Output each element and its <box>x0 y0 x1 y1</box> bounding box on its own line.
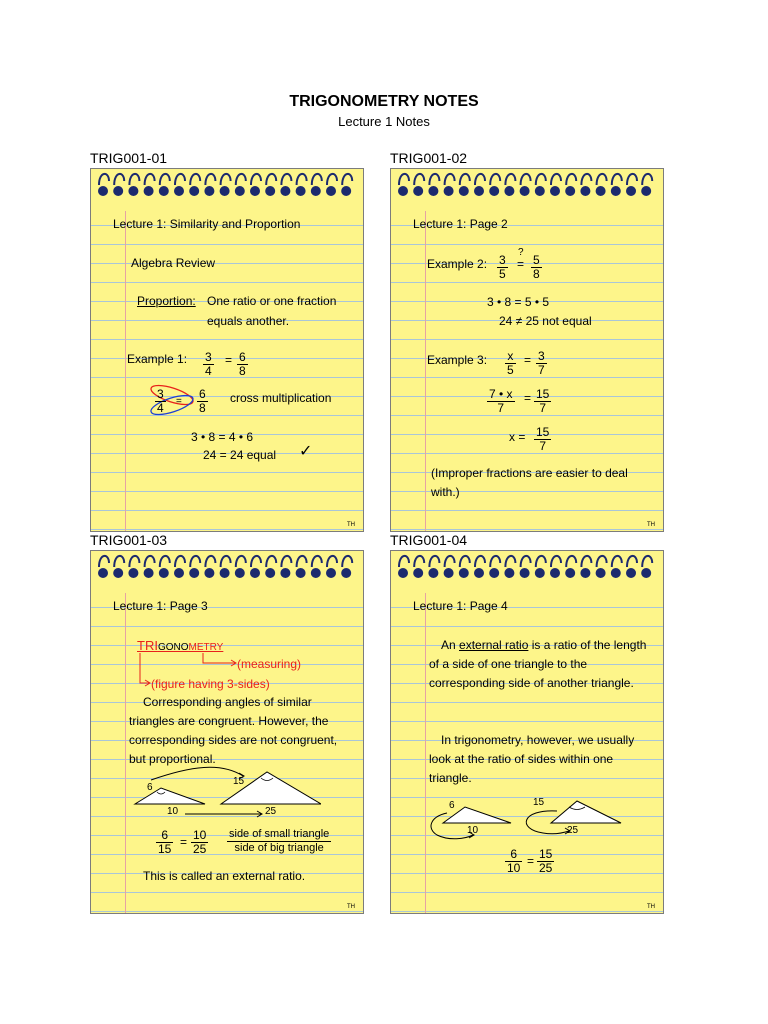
trigonometry-word: TRIGONOMETRY <box>137 638 224 653</box>
binding-hole <box>144 568 154 578</box>
binding-hole <box>296 186 306 196</box>
fraction: $\frac{6}{8}$ <box>239 350 246 378</box>
side-label: 10 <box>167 806 179 817</box>
binding-hole <box>565 568 575 578</box>
spiral-ring <box>129 556 139 567</box>
binding-hole <box>98 186 108 196</box>
proportion-term: Proportion: <box>137 294 196 308</box>
binding-hole <box>611 568 621 578</box>
binding-hole <box>189 568 199 578</box>
spiral-ring <box>145 174 155 185</box>
spiral-ring <box>505 556 515 567</box>
cross-fraction-right: 6 8 <box>199 387 206 415</box>
spiral-ring <box>566 556 576 567</box>
spiral-ring <box>160 556 170 567</box>
similar-triangles-diagram <box>131 766 321 821</box>
binding-hole <box>474 568 484 578</box>
paragraph: Corresponding angles of similar triangles are congruent. However, the corresponding sides are not congruent, but proportional. <box>129 695 338 766</box>
fraction: $\frac{15}{7}$ <box>536 425 550 453</box>
question-mark: ? <box>518 247 524 258</box>
binding-hole <box>535 568 545 578</box>
spiral-ring <box>445 556 455 567</box>
spiral-ring <box>460 174 470 185</box>
equals-sign: = <box>524 353 532 367</box>
math-line: 24 = 24 equal <box>203 448 277 462</box>
fraction: $\frac{7 • x}{7}$ <box>489 387 513 415</box>
spiral-ring <box>521 556 531 567</box>
card-heading: Lecture 1: Page 4 <box>413 599 508 613</box>
conclusion-text: This is called an external ratio. <box>143 869 306 883</box>
binding-hole <box>189 186 199 196</box>
side-label: 6 <box>449 800 455 811</box>
author-initials: TH <box>347 522 355 528</box>
binding-hole <box>144 186 154 196</box>
equals-sign: = <box>524 391 532 405</box>
binding-hole <box>204 568 214 578</box>
binding-hole <box>641 568 651 578</box>
equals-sign: = <box>527 854 535 868</box>
binding-hole <box>520 568 530 578</box>
margin-line <box>125 593 126 913</box>
spiral-ring <box>429 556 439 567</box>
spiral-ring <box>221 174 231 185</box>
spiral-ring <box>521 174 531 185</box>
spiral-ring <box>342 556 352 567</box>
binding-hole <box>459 186 469 196</box>
binding-hole <box>459 568 469 578</box>
spiral-ring <box>175 556 185 567</box>
cross-fraction-left: 3 4 <box>157 387 164 415</box>
binding-hole <box>504 568 514 578</box>
equals-sign: = <box>180 835 188 849</box>
binding-hole <box>174 568 184 578</box>
math-line: 3 • 8 = 4 • 6 <box>191 430 254 444</box>
spiral-ring <box>429 174 439 185</box>
spiral-ring <box>475 174 485 185</box>
binding-hole <box>444 568 454 578</box>
proportion-def-1: One ratio or one fraction <box>207 294 337 308</box>
binding-hole <box>311 186 321 196</box>
spiral-rings <box>91 169 363 209</box>
spiral-ring <box>490 556 500 567</box>
check-mark: ✓ <box>299 441 313 460</box>
binding-hole <box>220 568 230 578</box>
triangles-within-ratio-diagram <box>425 795 625 845</box>
spiral-ring <box>475 556 485 567</box>
measuring-label: (measuring) <box>237 657 302 671</box>
binding-hole <box>504 186 514 196</box>
spiral-ring <box>205 556 215 567</box>
example-1-label: Example 1: <box>127 352 188 366</box>
spiral-ring <box>551 556 561 567</box>
spiral-ring <box>612 556 622 567</box>
spiral-ring <box>581 174 591 185</box>
note-card-1 <box>90 168 364 532</box>
binding-hole <box>341 186 351 196</box>
binding-hole <box>113 568 123 578</box>
spiral-ring <box>281 174 291 185</box>
spiral-ring <box>114 556 124 567</box>
page-subtitle: Lecture 1 Notes <box>338 114 430 129</box>
binding-hole <box>444 186 454 196</box>
binding-hole <box>220 186 230 196</box>
side-label: 6 <box>147 782 153 793</box>
spiral-ring <box>297 556 307 567</box>
author-initials: TH <box>647 522 655 528</box>
binding-hole <box>296 568 306 578</box>
spiral-ring <box>612 174 622 185</box>
fraction: $\frac{5}{8}$ <box>533 253 540 281</box>
binding-hole <box>326 568 336 578</box>
note-card-2 <box>390 168 664 532</box>
spiral-ring <box>190 174 200 185</box>
binding-hole <box>611 186 621 196</box>
example-2-label: Example 2: <box>427 257 488 271</box>
cross-multiplication-label: cross multiplication <box>230 391 332 405</box>
binding-hole <box>398 186 408 196</box>
spiral-ring <box>327 556 337 567</box>
spiral-ring <box>266 174 276 185</box>
spiral-ring <box>566 174 576 185</box>
spiral-ring <box>129 174 139 185</box>
fraction: $\frac{3}{4}$ <box>205 350 212 378</box>
paragraph-within-triangle: In trigonometry, however, we usually look at the ratio of sides within one triangle. <box>429 733 635 785</box>
spiral-ring <box>327 174 337 185</box>
spiral-ring <box>99 174 109 185</box>
spiral-ring <box>460 556 470 567</box>
note-card-4 <box>390 550 664 914</box>
binding-hole <box>311 568 321 578</box>
page-title: TRIGONOMETRY NOTES <box>289 93 479 110</box>
spiral-ring <box>642 174 652 185</box>
binding-hole <box>413 568 423 578</box>
binding-hole <box>489 186 499 196</box>
three-sides-label: (figure having 3-sides) <box>151 677 270 691</box>
equals-sign: = <box>517 257 525 271</box>
fraction: $\frac{3}{7}$ <box>538 349 545 377</box>
fraction: $\frac{3}{5}$ <box>499 253 506 281</box>
math-line: 24 ≠ 25 not equal <box>499 314 592 328</box>
fraction: $\frac{15}{7}$ <box>536 387 550 415</box>
spiral-ring <box>145 556 155 567</box>
spiral-ring <box>190 556 200 567</box>
binding-hole <box>428 186 438 196</box>
card-label-1: TRIG001-01 <box>90 150 168 166</box>
side-label: 25 <box>567 825 579 836</box>
margin-line <box>425 593 426 913</box>
spiral-ring <box>221 556 231 567</box>
side-label: 10 <box>467 825 479 836</box>
binding-hole <box>550 568 560 578</box>
binding-hole <box>280 568 290 578</box>
math-line: x = <box>509 430 526 444</box>
spiral-ring <box>281 556 291 567</box>
card-heading: Lecture 1: Page 3 <box>113 599 208 613</box>
card-label-2: TRIG001-02 <box>390 150 468 166</box>
spiral-ring <box>551 174 561 185</box>
spiral-ring <box>251 174 261 185</box>
spiral-ring <box>490 174 500 185</box>
spiral-ring <box>505 174 515 185</box>
binding-hole <box>565 186 575 196</box>
binding-hole <box>98 568 108 578</box>
spiral-rings <box>91 551 363 591</box>
binding-hole <box>413 186 423 196</box>
binding-hole <box>204 186 214 196</box>
binding-hole <box>159 186 169 196</box>
equals-sign: = <box>176 396 182 407</box>
side-label: 15 <box>533 797 545 808</box>
binding-hole <box>428 568 438 578</box>
card-heading: Lecture 1: Page 2 <box>413 217 508 231</box>
binding-hole <box>235 568 245 578</box>
note-text: (Improper fractions are easier to deal with.) <box>431 466 628 499</box>
binding-hole <box>520 186 530 196</box>
binding-hole <box>174 186 184 196</box>
binding-hole <box>159 568 169 578</box>
spiral-ring <box>205 174 215 185</box>
binding-hole <box>535 186 545 196</box>
binding-hole <box>626 186 636 196</box>
binding-hole <box>596 186 606 196</box>
author-initials: TH <box>647 904 655 910</box>
spiral-ring <box>114 174 124 185</box>
spiral-ring <box>642 556 652 567</box>
fraction: $\frac{15}{25}$ <box>539 847 553 875</box>
author-initials: TH <box>347 904 355 910</box>
spiral-ring <box>536 174 546 185</box>
spiral-ring <box>627 174 637 185</box>
card-heading: Lecture 1: Similarity and Proportion <box>113 217 301 231</box>
spiral-rings <box>391 169 663 209</box>
spiral-ring <box>536 556 546 567</box>
binding-hole <box>398 568 408 578</box>
binding-hole <box>250 568 260 578</box>
binding-hole <box>113 186 123 196</box>
external-ratio-term: external ratio <box>459 638 529 652</box>
binding-hole <box>326 186 336 196</box>
margin-line <box>125 211 126 531</box>
example-3-label: Example 3: <box>427 353 488 367</box>
equals-sign: = <box>225 353 233 367</box>
spiral-ring <box>445 174 455 185</box>
card-label-4: TRIG001-04 <box>390 532 468 548</box>
binding-hole <box>626 568 636 578</box>
binding-hole <box>265 186 275 196</box>
binding-hole <box>128 186 138 196</box>
binding-hole <box>341 568 351 578</box>
card-label-3: TRIG001-03 <box>90 532 168 548</box>
binding-hole <box>474 186 484 196</box>
fraction: $\frac{10}{25}$ <box>193 828 207 856</box>
fraction: $\frac{6}{15}$ <box>158 828 172 856</box>
spiral-ring <box>414 556 424 567</box>
margin-line <box>425 211 426 531</box>
spiral-ring <box>160 174 170 185</box>
spiral-ring <box>597 556 607 567</box>
ratio-description: side of small triangle side of big triangle <box>229 828 330 854</box>
spiral-ring <box>251 556 261 567</box>
spiral-ring <box>342 174 352 185</box>
binding-hole <box>280 186 290 196</box>
side-label: 15 <box>233 776 245 787</box>
spiral-rings <box>391 551 663 591</box>
spiral-ring <box>266 556 276 567</box>
binding-hole <box>489 568 499 578</box>
spiral-ring <box>175 174 185 185</box>
spiral-ring <box>399 556 409 567</box>
spiral-ring <box>99 556 109 567</box>
spiral-ring <box>297 174 307 185</box>
spiral-ring <box>236 174 246 185</box>
spiral-ring <box>414 174 424 185</box>
fraction: $\frac{x}{5}$ <box>507 349 514 377</box>
binding-hole <box>250 186 260 196</box>
spiral-ring <box>597 174 607 185</box>
spiral-ring <box>627 556 637 567</box>
paragraph-external-ratio: An external ratio is a ratio of the length of a side of one triangle to the corresponding side of another triangle. <box>429 638 647 690</box>
binding-hole <box>128 568 138 578</box>
binding-hole <box>265 568 275 578</box>
binding-hole <box>596 568 606 578</box>
spiral-ring <box>312 174 322 185</box>
fraction: $\frac{6}{10}$ <box>507 847 521 875</box>
spiral-ring <box>399 174 409 185</box>
binding-hole <box>580 186 590 196</box>
binding-hole <box>641 186 651 196</box>
spiral-ring <box>312 556 322 567</box>
binding-hole <box>235 186 245 196</box>
proportion-def-2: equals another. <box>207 314 290 328</box>
algebra-review: Algebra Review <box>131 256 216 270</box>
binding-hole <box>550 186 560 196</box>
side-label: 25 <box>265 806 277 817</box>
spiral-ring <box>581 556 591 567</box>
math-line: 3 • 8 = 5 • 5 <box>487 295 550 309</box>
spiral-ring <box>236 556 246 567</box>
binding-hole <box>580 568 590 578</box>
note-card-3 <box>90 550 364 914</box>
